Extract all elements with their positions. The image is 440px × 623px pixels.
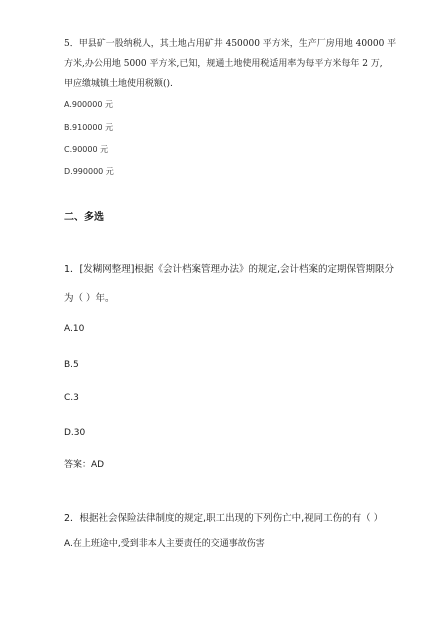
q5-text-line-1: 5．甲县矿一股纳税人，其土地占用矿井 450000 平方米，生产厂房用地 40000 平 [64, 39, 397, 49]
q2-text-line-1: 2．根据社会保险法律制度的规定,职工出现的下列伤亡中,视同工伤的有（ ） [64, 513, 384, 524]
q1-option-c: C.3 [64, 393, 79, 403]
q1-option-d: D.30 [64, 428, 86, 438]
q1-option-b: B.5 [64, 360, 79, 370]
section-heading: 二、多选 [64, 212, 104, 223]
q1-answer: 答案：AD [64, 460, 105, 470]
q1-option-a: A.10 [64, 324, 85, 334]
q5-text-line-3: 甲应缴城镇土地使用税额(). [64, 79, 173, 89]
q1-text-line-1: 1．[发糊网整理]根据《会计档案管理办法》的规定,会计档案的定期保管期限分 [64, 264, 394, 275]
q1-text-line-2: 为（ ）年。 [64, 293, 115, 304]
q5-option-b: B.910000 元 [64, 123, 114, 132]
q5-option-d: D.990000 元 [64, 167, 114, 176]
q5-option-a: A.900000 元 [64, 100, 113, 109]
q5-text-line-2: 方米,办公用地 5000 平方米,已知，规通土地使用税适用率为每平方米每年 2 万, [64, 59, 383, 69]
q5-option-c: C.90000 元 [64, 145, 109, 154]
q2-option-a: A.在上班途中,受到非本人主要责任的交通事故伤害 [64, 539, 265, 549]
